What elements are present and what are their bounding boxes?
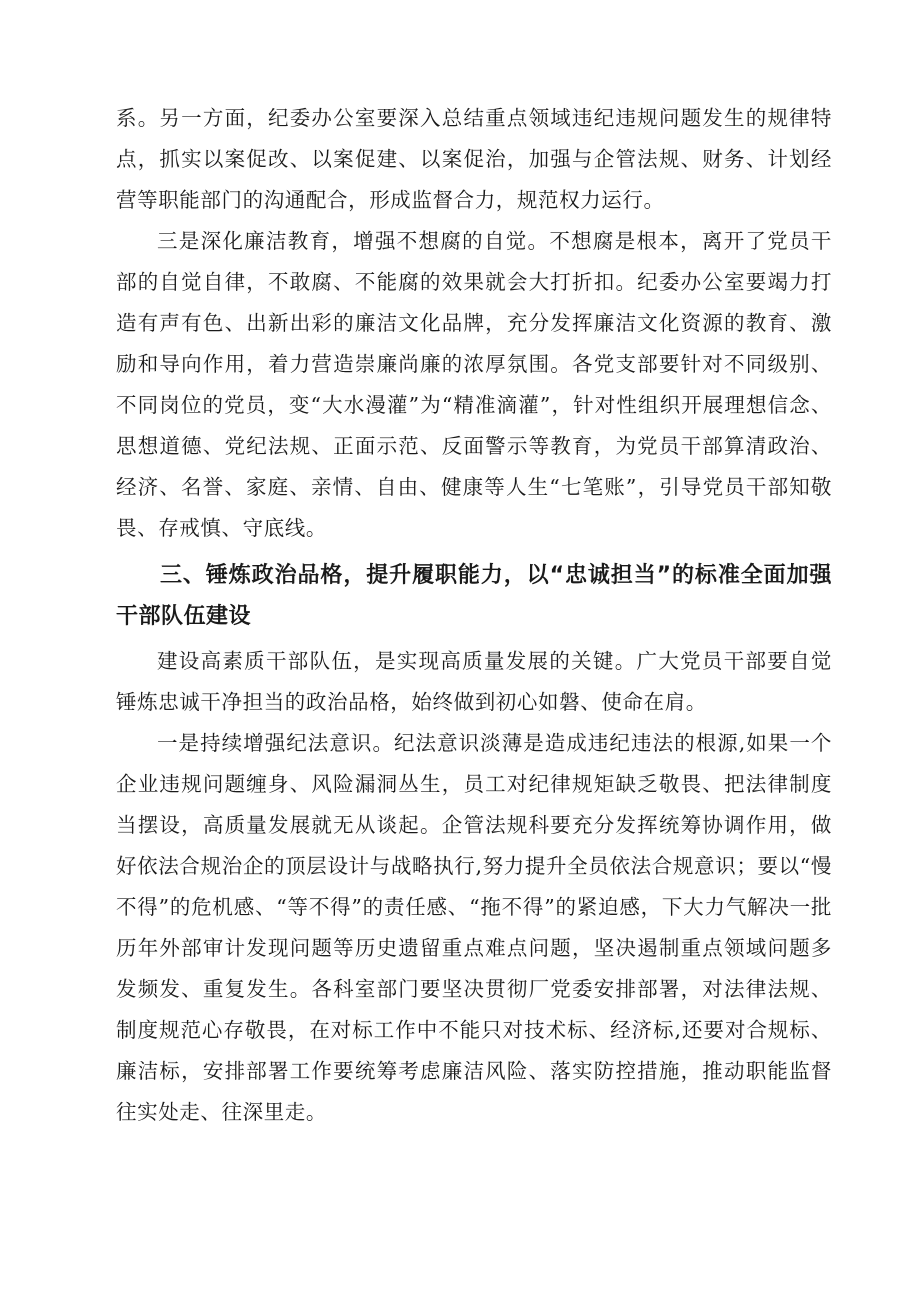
paragraph-continuation: 系。另一方面，纪委办公室要深入总结重点领域违纪违规问题发生的规律特点，抓实以案促改、以案促建、以案促治，加强与企管法规、财务、计划经营等职能部门的沟通配合，形成监督合力，规范权力运行。 (116, 106, 832, 212)
document-page (116, 98, 832, 1133)
paragraph-integrity-education: 三是深化廉洁教育，增强不想腐的自觉。不想腐是根本，离开了党员干部的自觉自律，不敢腐、不能腐的效果就会大打折扣。纪委办公室要竭力打造有声有色、出新出彩的廉洁文化品牌，充分发挥廉洁文化资源的教育、激励和导向作用，着力营造崇廉尚廉的浓厚氛围。各党支部要针对不同级别、不同岗位的党员，变“大水漫灌”为“精准滴灌”，针对性组织开展理想信念、思想道德、党纪法规、正面示范、反面警示等教育，为党员干部算清政治、经济、名誉、家庭、亲情、自由、健康等人生“七笔账”，引导党员干部知敬畏、存戒慎、守底线。 (116, 229, 832, 540)
paragraph-discipline-awareness: 一是持续增强纪法意识。纪法意识淡薄是造成违纪违法的根源,如果一个企业违规问题缠身、风险漏洞丛生，员工对纪律规矩缺乏敬畏、把法律制度当摆设，高质量发展就无从谈起。企管法规科要充分发挥统筹协调作用，做好依法合规治企的顶层设计与战略执行,努力提升全员依法合规意识；要以“慢不得”的危机感、“等不得”的责任感、“拖不得”的紧迫感，下大力气解决一批历年外部审计发现问题等历史遗留重点难点问题，坚决遏制重点领域问题多发频发、重复发生。各科室部门要坚决贯彻厂党委安排部署，对法律法规、制度规范心存敬畏，在对标工作中不能只对技术标、经济标,还要对合规标、廉洁标，安排部署工作要统筹考虑廉洁风险、落实防控措施，推动职能监督往实处走、往深里走。 (116, 731, 832, 1124)
section-heading-3: 三、锤炼政治品格，提升履职能力，以“忠诚担当”的标准全面加强干部队伍建设 (116, 563, 832, 629)
paragraph-cadre-team-intro: 建设高素质干部队伍，是实现高质量发展的关键。广大党员干部要自觉锤炼忠诚干净担当的政治品格，始终做到初心如磐、使命在肩。 (116, 649, 832, 714)
